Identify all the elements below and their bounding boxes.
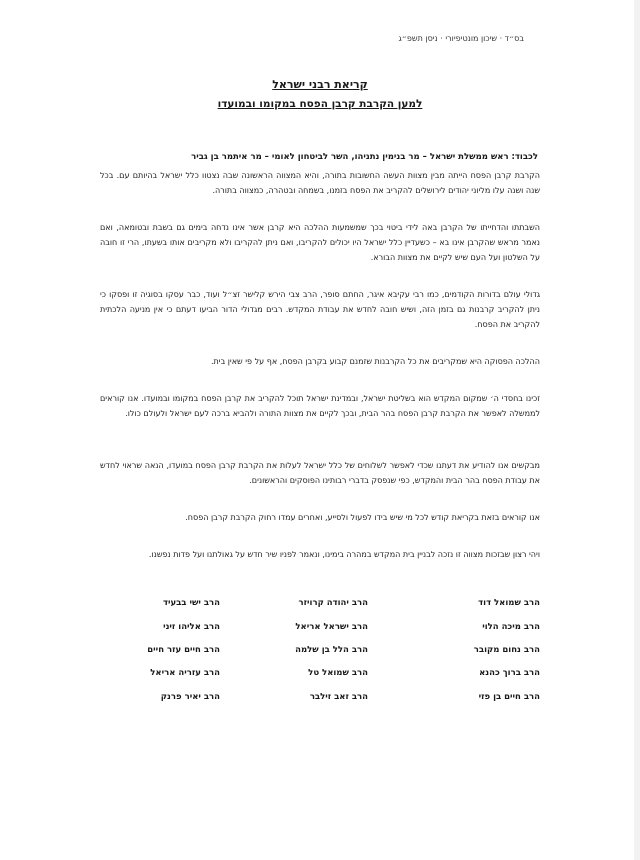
paragraph-8: ויהי רצון שבזכות מצווה זו נזכה לבניין בית המקדש במהרה בימינו, ונאמר לפניו שיר חדש על גאולתנו ועל פדות נפשנו.	[148, 550, 540, 559]
signature: הרב שמואל טל	[308, 668, 368, 678]
signature: הרב יאיר פרנק	[160, 692, 220, 702]
signature: הרב ישראל אריאל	[295, 622, 368, 632]
paragraph-3: גדולי עולם בדורות הקודמים, כמו רבי עקיבא איגר, החתם סופר, הרב צבי הירש קלישר זצ״ל ועוד, כבר עסקו בסוגיה זו ופסקו כי ניתן להקריב קרבנות גם בזמן הזה, ושיש חובה לחדש את עבודת המקדש. רבים מגדולי הדור הביעו דעתם כי אין מניעה הלכתית להקריב את הפסח.	[100, 290, 540, 329]
signature: הרב חיים עזר חיים	[147, 645, 220, 655]
signature: הרב ברוך כהנא	[479, 668, 540, 678]
paragraph-5: זכינו בחסדי ה׳ שמקום המקדש הוא בשליטת ישראל, ובמדינת ישראל תוכל להקריב את קרבן הפסח במקומו ובמועדו. אנו קוראים לממשלה לאפשר את הקרבת קרבן הפסח בהר הבית, ובכך לקיים את מצוות התורה ולהביא ברכה לעם ישראל ולעולם כולו.	[100, 394, 540, 418]
page-edge-shadow	[634, 0, 640, 860]
signature: הרב נחום מקובר	[473, 645, 540, 655]
signature: הרב חיים בן פזי	[478, 692, 540, 702]
signature: הרב זאב זילבר	[309, 692, 368, 702]
signature: הרב עזריה אריאל	[150, 668, 220, 678]
signature: הרב אליהו זיני	[163, 622, 220, 632]
signature: הרב יהודה קרויזר	[298, 598, 368, 608]
paragraph-7: אנו קוראים בזאת בקריאת קודש לכל מי שיש בידו לפעול ולסייע, ואחרים עמדו רחוק הקרבת קרבן הפסח.	[185, 513, 540, 522]
signature: הרב ישי בבעיד	[162, 598, 220, 608]
signature: הרב שמואל דוד	[478, 598, 540, 608]
addressee-line: לכבוד: ראש ממשלת ישראל – מר בנימין נתניהו, השר לביטחון לאומי – מר איתמר בן גביר	[191, 152, 538, 162]
paragraph-6: מבקשים אנו להודיע את דעתנו שכדי לאפשר לשלוחים של כלל ישראל לעלות את הקרבת קרבן הפסח במועדו, הנאה שראוי לחדש את עבודת הפסח בהר הבית והמקדש, כפי שנפסק בדברי רבותינו הפוסקים והראשונים.	[100, 461, 540, 485]
paragraph-4: ההלכה הפסוקה היא שמקריבים את כל הקרבנות שזמנם קבוע בקרבן הפסח, אף על פי שאין בית.	[210, 357, 540, 366]
signature: הרב הלל בן שלמה	[295, 645, 368, 655]
paragraph-2: השבתתו והדחייתו של הקרבן באה לידי ביטוי בכך שמשמעות ההלכה היא קרבן אשר אינו נדחה בימים גם בשבת ובטומאה, ואם נאמר מראש שהקרבן אינו בא – כשעדיין כלל ישראל היו יכולים להקריבו, ואם ניתן להקריבו ולא מקריבים אותו בשעתו, הרי זו חובה על השלטון ועל העם שיש לקיים את מצוות הבורא.	[100, 223, 540, 262]
header-note: בס״ד · שיכון מונטיפיורי · ניסן תשפ״ג	[398, 34, 524, 43]
document-title: קריאת רבני ישראל	[272, 78, 368, 91]
paragraph-1: הקרבת קרבן הפסח הייתה מבין מצוות העשה החשובות בתורה, והיא המצווה הראשונה שבה נצטוו כלל ישראל בהיותם עם. בכל שנה ושנה עלו מליוני יהודים לירושלים להקריב את הפסח בזמנו, בשמחה ובטהרה, כמצווה בתורה.	[100, 171, 540, 195]
document-subtitle: למען הקרבת קרבן הפסח במקומו ובמועדו	[217, 98, 423, 110]
signature: הרב מיכה הלוי	[482, 622, 540, 632]
